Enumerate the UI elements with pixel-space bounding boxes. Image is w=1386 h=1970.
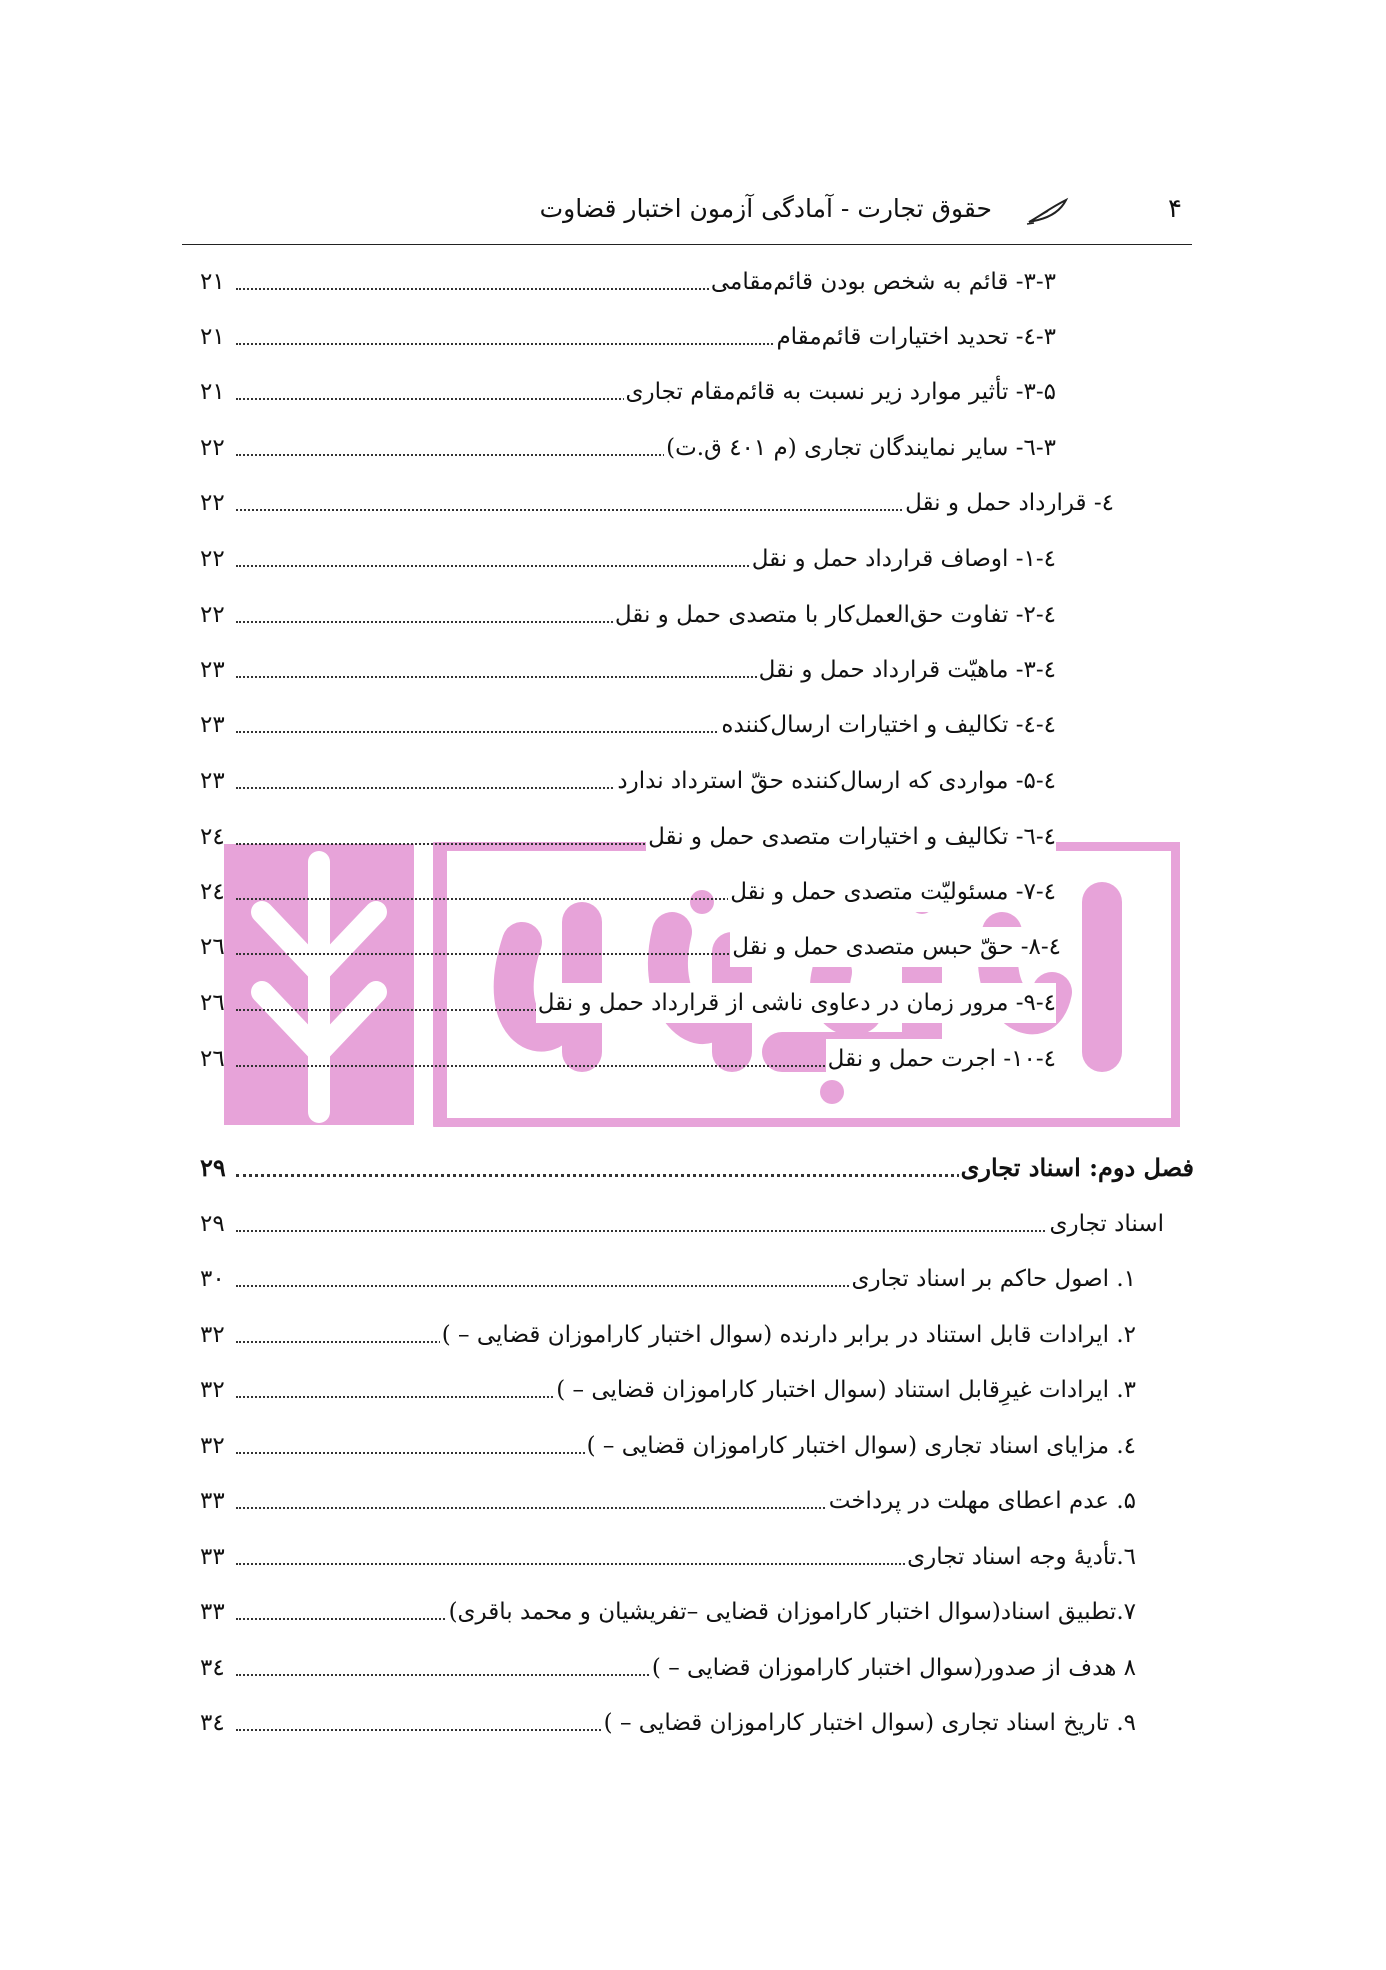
- toc-entry-page: ۲٤: [200, 879, 225, 905]
- toc-entry: [200, 1039, 1056, 1079]
- toc-entry-page: ۳۰: [200, 1266, 225, 1292]
- toc-entry: [200, 1648, 1136, 1688]
- toc-entry-page: ۲۱: [200, 324, 225, 350]
- toc-entry-page: ۲۲: [200, 490, 225, 516]
- toc-entry-title: ٤-۹- مرور زمان در دعاوی ناشی از قرارداد حمل و نقل: [536, 983, 1056, 1023]
- toc-entry: [200, 761, 1056, 801]
- toc-entry-page: ۳۲: [200, 1433, 225, 1459]
- toc-entry: [200, 817, 1056, 857]
- toc-entry-page: ۲۱: [200, 379, 225, 405]
- toc-entry: [200, 983, 1056, 1023]
- toc-entry: [200, 483, 1114, 523]
- page-number: ۴: [1168, 194, 1182, 224]
- toc-entry-page: ۲۲: [200, 435, 225, 461]
- toc-entry-page: ۲٦: [200, 934, 225, 960]
- toc-entry: [200, 1426, 1136, 1466]
- toc-entry-title: ۳-٦- سایر نمایندگان تجاری (م ٤٠١ ق.ت): [664, 428, 1056, 468]
- toc-entry: [200, 927, 1061, 967]
- toc-entry-title: ۳-۳- قائم به شخص بودن قائم‌مقامی: [709, 262, 1056, 302]
- toc-entry-page: ۲۳: [200, 712, 225, 738]
- toc-entry-title: ٤- قرارداد حمل و نقل: [903, 483, 1114, 523]
- toc-entry-title: ٤-۱۰- اجرت حمل و نقل: [826, 1039, 1056, 1079]
- toc-entry-title: ٤-۵- مواردی که ارسال‌کننده حقّ استرداد ندارد: [615, 761, 1056, 801]
- toc-chapter-heading: [200, 1148, 1194, 1188]
- toc-entry-page: ۲۹: [200, 1153, 226, 1182]
- toc-entry: [200, 539, 1056, 579]
- toc-entry-title: ۱. اصول حاکم بر اسناد تجاری: [849, 1259, 1136, 1299]
- toc-entry: [200, 317, 1056, 357]
- toc-entry-title: ٤-۱- اوصاف قرارداد حمل و نقل: [750, 539, 1056, 579]
- toc-entry: [200, 1537, 1136, 1577]
- toc-entry-title: ۳. ایرادات غیرِقابل استناد (سوال اختبار کاراموزان قضایی – ): [554, 1370, 1136, 1410]
- toc-dot-leader: [236, 1230, 1164, 1232]
- toc-entry-title: ٦.تأدیهٔ وجه اسناد تجاری: [905, 1537, 1136, 1577]
- toc-entry-page: ۲٤: [200, 824, 225, 850]
- toc-entry-page: ۳۲: [200, 1322, 225, 1348]
- toc-entry-title: ٤-۸- حقّ حبس متصدی حمل و نقل: [730, 927, 1061, 967]
- toc-entry-title: ۲. ایرادات قابل استناد در برابر دارنده (سوال اختبار کاراموزان قضایی – ): [440, 1315, 1136, 1355]
- toc-entry: [200, 1592, 1136, 1632]
- toc-entry-title: اسناد تجاری: [1047, 1204, 1164, 1244]
- toc-entry: [200, 1204, 1164, 1244]
- toc-entry-title: فصل دوم: اسناد تجاری: [959, 1148, 1194, 1188]
- toc-entry: [200, 705, 1056, 745]
- toc-entry-page: ۲۲: [200, 546, 225, 572]
- toc-entry: [200, 1703, 1136, 1743]
- toc-entry-page: ۲٦: [200, 990, 225, 1016]
- toc-entry-title: ٤-٦- تکالیف و اختیارات متصدی حمل و نقل: [646, 817, 1056, 857]
- toc-entry-title: ۹. تاریخ اسناد تجاری (سوال اختبار کاراموزان قضایی – ): [602, 1703, 1136, 1743]
- running-title: حقوق تجارت - آمادگی آزمون اختبار قضاوت: [539, 194, 992, 223]
- toc-entry-title: ۸ هدف از صدور(سوال اختبار کاراموزان قضایی – ): [650, 1648, 1136, 1688]
- toc-entry: [200, 1481, 1136, 1521]
- toc-entry-page: ۳۳: [200, 1599, 225, 1625]
- toc-entry: [200, 650, 1056, 690]
- toc-entry-page: ۳۲: [200, 1377, 225, 1403]
- toc-entry-title: ٤-٤- تکالیف و اختیارات ارسال‌کننده: [719, 705, 1056, 745]
- toc-entry-title: ۵. عدم اعطای مهلت در پرداخت: [827, 1481, 1136, 1521]
- toc-entry-page: ۳٤: [200, 1655, 225, 1681]
- toc-entry-page: ۲۲: [200, 602, 225, 628]
- toc-entry-title: ۳-۵- تأثیر موارد زیر نسبت به قائم‌مقام تجاری: [624, 372, 1056, 412]
- toc-entry: [200, 1315, 1136, 1355]
- toc-entry-page: ۳٤: [200, 1710, 225, 1736]
- toc-entry-page: ۲۳: [200, 768, 225, 794]
- toc-entry-page: ۲۳: [200, 657, 225, 683]
- toc-entry-page: ۲٦: [200, 1046, 225, 1072]
- toc-entry-title: ٤-۳- ماهیّت قرارداد حمل و نقل: [757, 650, 1056, 690]
- toc-entry-title: ٤-۲- تفاوت حق‌العمل‌کار با متصدی حمل و نقل: [613, 595, 1056, 635]
- toc-entry: [200, 1370, 1136, 1410]
- toc-entry-page: ۲۱: [200, 269, 225, 295]
- toc-entry-page: ۳۳: [200, 1544, 225, 1570]
- toc-entry-page: ۳۳: [200, 1488, 225, 1514]
- toc-entry: [200, 372, 1056, 412]
- toc-entry-title: ٤-۷- مسئولیّت متصدی حمل و نقل: [728, 872, 1056, 912]
- toc-entry-title: ۳-٤- تحدید اختیارات قائم‌مقام: [774, 317, 1056, 357]
- page-header: [182, 188, 1192, 245]
- quill-pen-icon: [1026, 196, 1072, 226]
- toc-entry: [200, 428, 1056, 468]
- toc-entry-title: ۷.تطبیق اسناد(سوال اختبار کاراموزان قضایی –تفریشیان و محمد باقری): [447, 1592, 1136, 1632]
- toc-entry: [200, 595, 1056, 635]
- toc-entry: [200, 262, 1056, 302]
- toc-entry-page: ۲۹: [200, 1211, 225, 1237]
- toc-entry: [200, 872, 1056, 912]
- toc-entry: [200, 1259, 1136, 1299]
- toc-entry-title: ٤. مزایای اسناد تجاری (سوال اختبار کاراموزان قضایی – ): [585, 1426, 1136, 1466]
